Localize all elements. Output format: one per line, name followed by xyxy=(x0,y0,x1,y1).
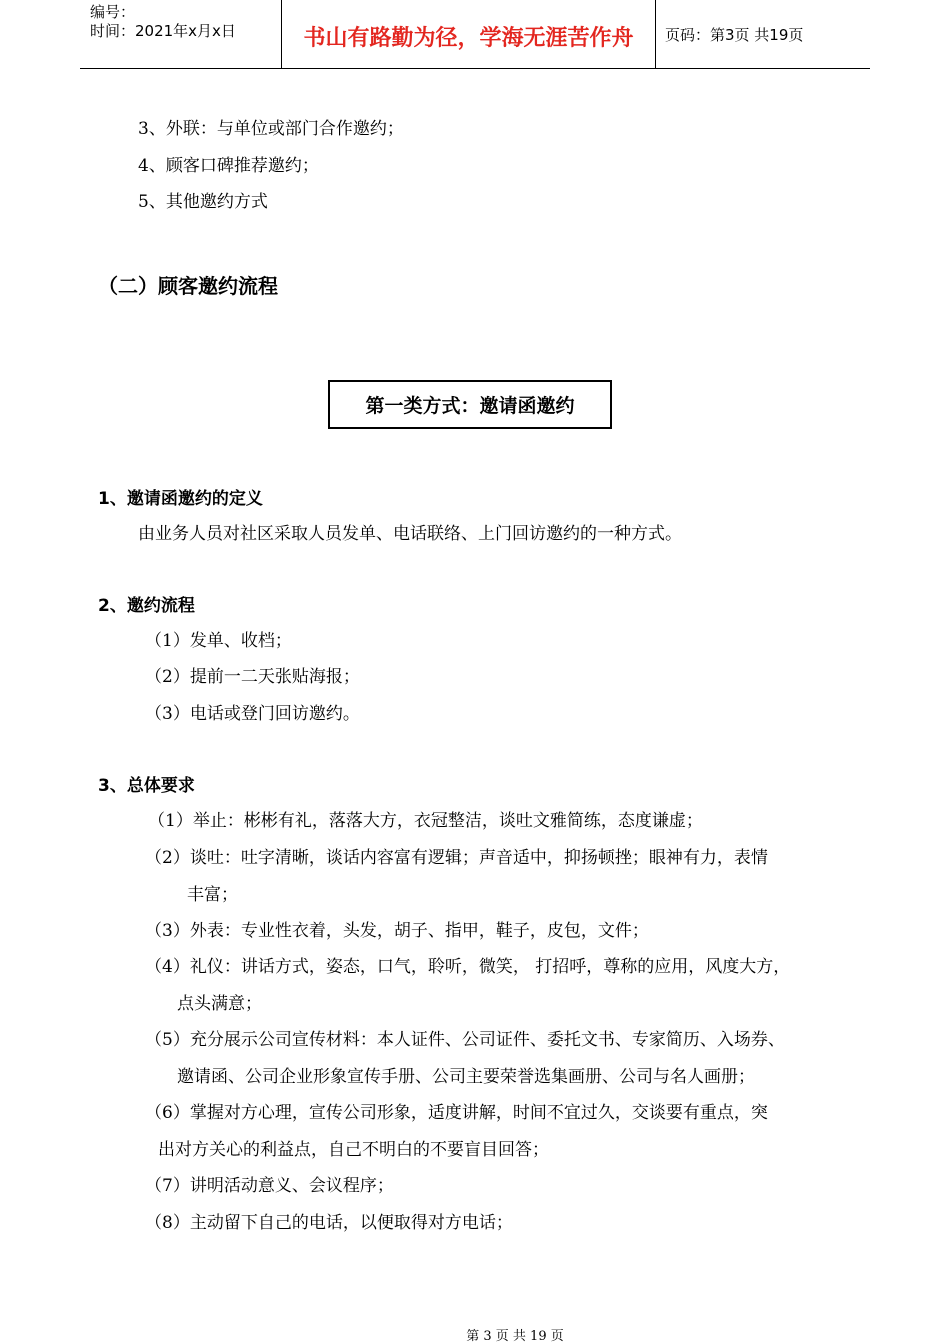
list-item: （5）充分展示公司宣传材料：本人证件、公司证件、委托文书、专家简历、入场券、 xyxy=(145,1030,785,1050)
list-item: 5、其他邀约方式 xyxy=(138,192,268,212)
subsection-heading: 1、邀请函邀约的定义 xyxy=(98,489,263,509)
list-item: （6）掌握对方心理，宣传公司形象，适度讲解，时间不宜过久，交谈要有重点，突 xyxy=(145,1103,768,1123)
list-item: （1）举止：彬彬有礼，落落大方，衣冠整洁，谈吐文雅简练，态度谦虚； xyxy=(148,811,703,831)
page-footer: 第 3 页 共 19 页 xyxy=(466,1329,564,1344)
list-item: （8）主动留下自己的电话，以便取得对方电话； xyxy=(145,1213,513,1233)
list-item: （2）提前一二天张贴海报； xyxy=(145,667,360,687)
list-item: 3、外联：与单位或部门合作邀约； xyxy=(138,119,404,139)
list-item: （7）讲明活动意义、会议程序； xyxy=(145,1176,394,1196)
list-item: （3）外表：专业性衣着，头发，胡子、指甲，鞋子，皮包，文件； xyxy=(145,921,649,941)
list-item: （3）电话或登门回访邀约。 xyxy=(145,704,360,724)
serial-label: 编号： xyxy=(90,3,136,21)
header-page-label: 页码：第3页 共19页 xyxy=(665,26,804,44)
list-item: （4）礼仪：讲话方式，姿态，口气，聆听，微笑， 打招呼，尊称的应用，风度大方， xyxy=(145,957,791,977)
list-item: 4、顾客口碑推荐邀约； xyxy=(138,156,319,176)
list-item-continuation: 邀请函、公司企业形象宣传手册、公司主要荣誉选集画册、公司与名人画册； xyxy=(177,1067,755,1087)
header-motto: 书山有路勤为径，学海无涯苦作舟 xyxy=(303,26,634,51)
header-divider xyxy=(655,0,656,68)
subsection-heading: 3、总体要求 xyxy=(98,776,195,796)
list-item-continuation: 丰富； xyxy=(187,885,238,905)
time-label: 时间：2021年x月x日 xyxy=(90,22,236,40)
section-heading: （二）顾客邀约流程 xyxy=(98,274,278,298)
paragraph: 由业务人员对社区采取人员发单、电话联络、上门回访邀约的一种方式。 xyxy=(138,524,682,544)
list-item-continuation: 点头满意； xyxy=(177,994,262,1014)
list-item: （1）发单、收档； xyxy=(145,631,292,651)
header-meta xyxy=(90,3,236,41)
list-item: （2）谈吐：吐字清晰，谈话内容富有逻辑；声音适中，抑扬顿挫；眼神有力，表情 xyxy=(145,848,768,868)
boxed-title: 第一类方式：邀请函邀约 xyxy=(328,380,612,429)
subsection-heading: 2、邀约流程 xyxy=(98,596,195,616)
list-item-continuation: 出对方关心的利益点，自己不明白的不要盲目回答； xyxy=(158,1140,549,1160)
page-header xyxy=(80,0,870,69)
